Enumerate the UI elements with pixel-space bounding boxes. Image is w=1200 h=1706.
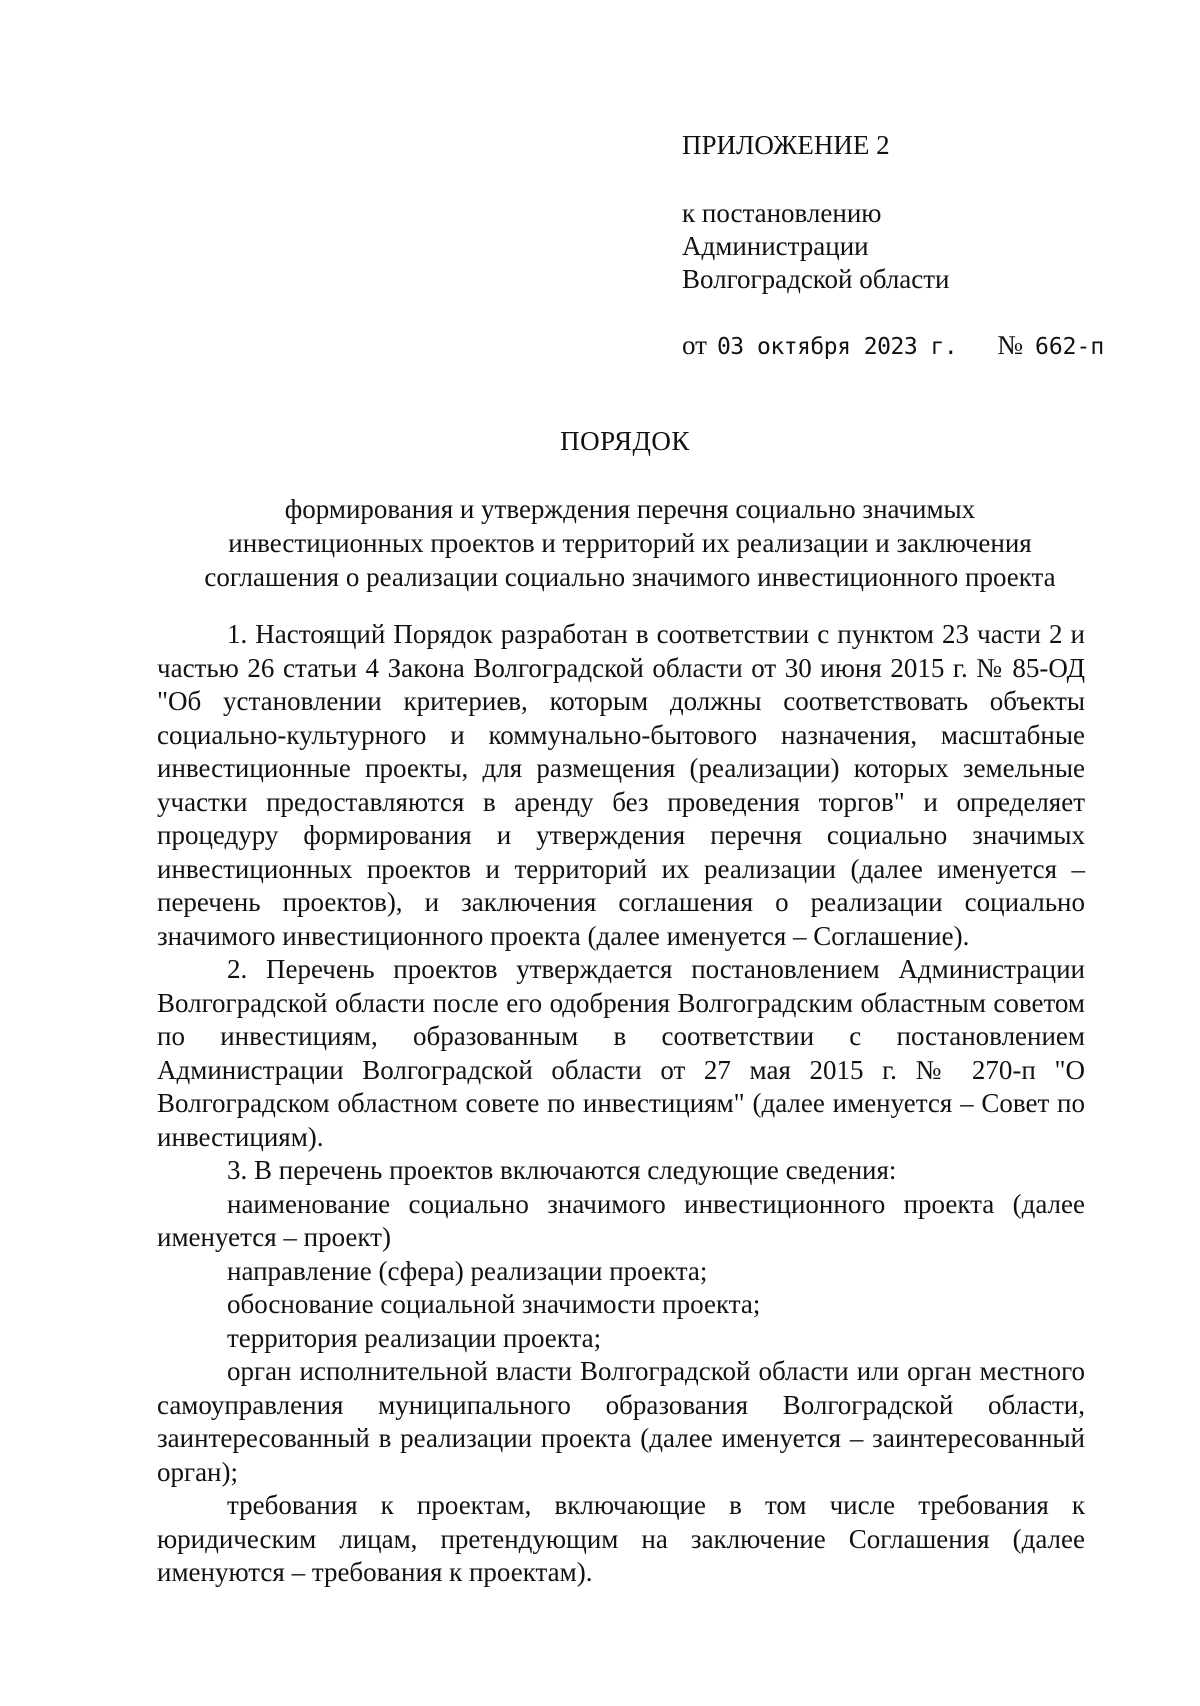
body-paragraph: требования к проектам, включающие в том числе требования к юридическим лицам, претендующим на заключение Соглашения (далее именуются – требования к проектам). [157,1490,1085,1587]
number-label: № [997,330,1023,360]
subtitle-line: соглашения о реализации социально значимого инвестиционного проекта [204,562,1056,592]
document-subtitle [150,492,1110,594]
subtitle-line: инвестиционных проектов и территорий их реализации и заключения [228,528,1032,558]
body-paragraph: 3. В перечень проектов включаются следующие сведения: [227,1155,897,1185]
body-paragraph: территория реализации проекта; [227,1322,602,1353]
appendix-reference-line: к постановлению [682,198,882,228]
body-paragraph: наименование социально значимого инвестиционного проекта (далее именуется – проект) [157,1188,1085,1252]
document-heading: ПОРЯДОК [560,426,690,456]
body-paragraph: 1. Настоящий Порядок разработан в соответствии с пунктом 23 части 2 и частью 26 статьи 4 Закона Волгоградской области от 30 июня 2015 г. № 85-ОД "Об установлении критериев, которым должны соответствовать объекты социально-культурного и коммунально-бытового назначения, масштабные инвестиционные проекты, для размещения (реализации) которых земельные участки предоставляются в аренду без проведения торгов" и определяет процедуру формирования и утверждения перечня социально значимых инвестиционных проектов и территорий их реализации (далее именуется – перечень проектов), и заключения соглашения о реализации социально значимого инвестиционного проекта (далее именуется – Соглашение). [157,619,1085,951]
resolution-date-line [682,328,1104,364]
document-body [157,618,1085,1590]
body-paragraph: направление (сфера) реализации проекта; [227,1255,708,1286]
body-paragraph: обоснование социальной значимости проекта; [227,1289,761,1319]
appendix-reference-line: Администрации [682,231,869,261]
subtitle-line: формирования и утверждения перечня социально значимых [284,494,976,524]
body-paragraph: 2. Перечень проектов утверждается постановлением Администрации Волгоградской области после его одобрения Волгоградским областным советом по инвестициям, образованным в соответствии с постановлением Администрации Волгоградской области от 27 мая 2015 г. № 270-п "О Волгоградском областном совете по инвестициям" (далее именуется – Совет по инвестициям). [157,954,1085,1152]
resolution-date: 03 октября 2023 г. [716,334,958,360]
body-paragraph: орган исполнительной власти Волгоградской области или орган местного самоуправления муниципального образования Волгоградской области, заинтересованный в реализации проекта (далее именуется – заинтересованный орган); [157,1356,1085,1487]
appendix-title: ПРИЛОЖЕНИЕ 2 [682,130,890,160]
appendix-reference-line: Волгоградской области [682,264,950,294]
resolution-number: 662-п [1034,334,1105,360]
date-prefix: от [682,330,707,360]
